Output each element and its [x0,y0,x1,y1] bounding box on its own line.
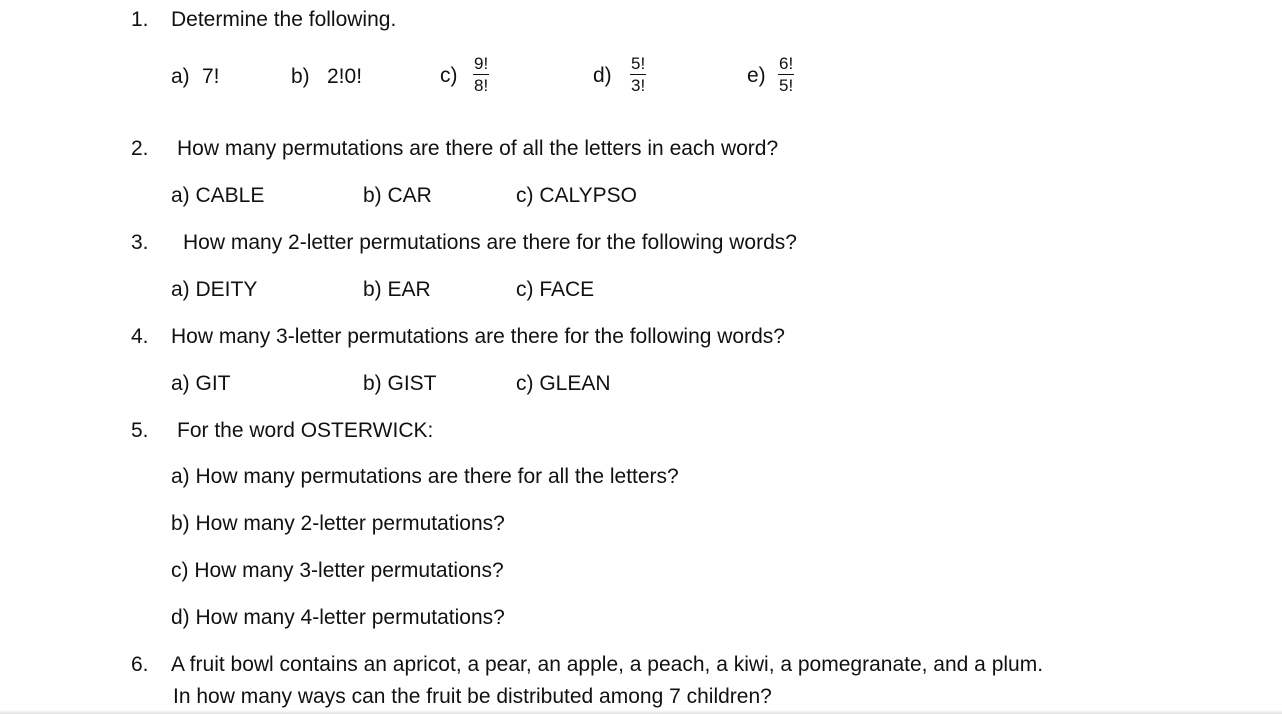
q1-d-denominator: 3! [631,76,646,95]
q2-number: 2. [131,137,149,160]
q1-b-label: b) [291,65,310,88]
q2-a: a) CABLE [171,184,265,207]
q1-c-numerator: 9! [474,54,489,73]
q5-c: c) How many 3-letter permutations? [171,559,504,582]
q6-line1: A fruit bowl contains an apricot, a pear, an apple, a peach, a kiwi, a pomegranate, and a plum. [171,653,1044,676]
q4-number: 4. [131,325,149,348]
q5-text: For the word OSTERWICK: [177,419,434,442]
q6-number: 6. [131,653,149,676]
q6-line2: In how many ways can the fruit be distributed among 7 children? [173,685,772,708]
q5-number: 5. [131,419,149,442]
q3-text: How many 2-letter permutations are there for the following words? [183,231,797,254]
q3-c: c) FACE [516,278,595,301]
q3-b: b) EAR [363,278,431,301]
q1-e-denominator: 5! [779,76,794,95]
q1-c-denominator: 8! [474,76,489,95]
q1-c-fraction [473,55,489,94]
q1-d-numerator: 5! [631,54,646,73]
q1-number: 1. [131,8,149,31]
q1-c-label: c) [440,64,458,87]
q4-a: a) GIT [171,372,231,395]
page-bottom-shadow [0,710,1282,714]
q5-a: a) How many permutations are there for all the letters? [171,465,679,488]
q1-a-value: 7! [202,65,220,88]
q3-number: 3. [131,231,149,254]
q1-d-label: d) [593,64,612,87]
q3-a: a) DEITY [171,278,258,301]
q1-b-value: 2!0! [327,65,363,88]
q5-d: d) How many 4-letter permutations? [171,606,505,629]
q2-b: b) CAR [363,184,432,207]
q4-b: b) GIST [363,372,437,395]
q4-text: How many 3-letter permutations are there for the following words? [171,325,785,348]
q1-text: Determine the following. [171,8,397,31]
q5-b: b) How many 2-letter permutations? [171,512,505,535]
q1-e-fraction [778,55,794,94]
q1-e-numerator: 6! [779,54,794,73]
q1-a-label: a) [171,65,190,88]
q1-d-fraction [630,55,646,94]
q4-c: c) GLEAN [516,372,611,395]
q2-text: How many permutations are there of all the letters in each word? [177,137,779,160]
q1-e-label: e) [747,64,766,87]
q2-c: c) CALYPSO [516,184,637,207]
